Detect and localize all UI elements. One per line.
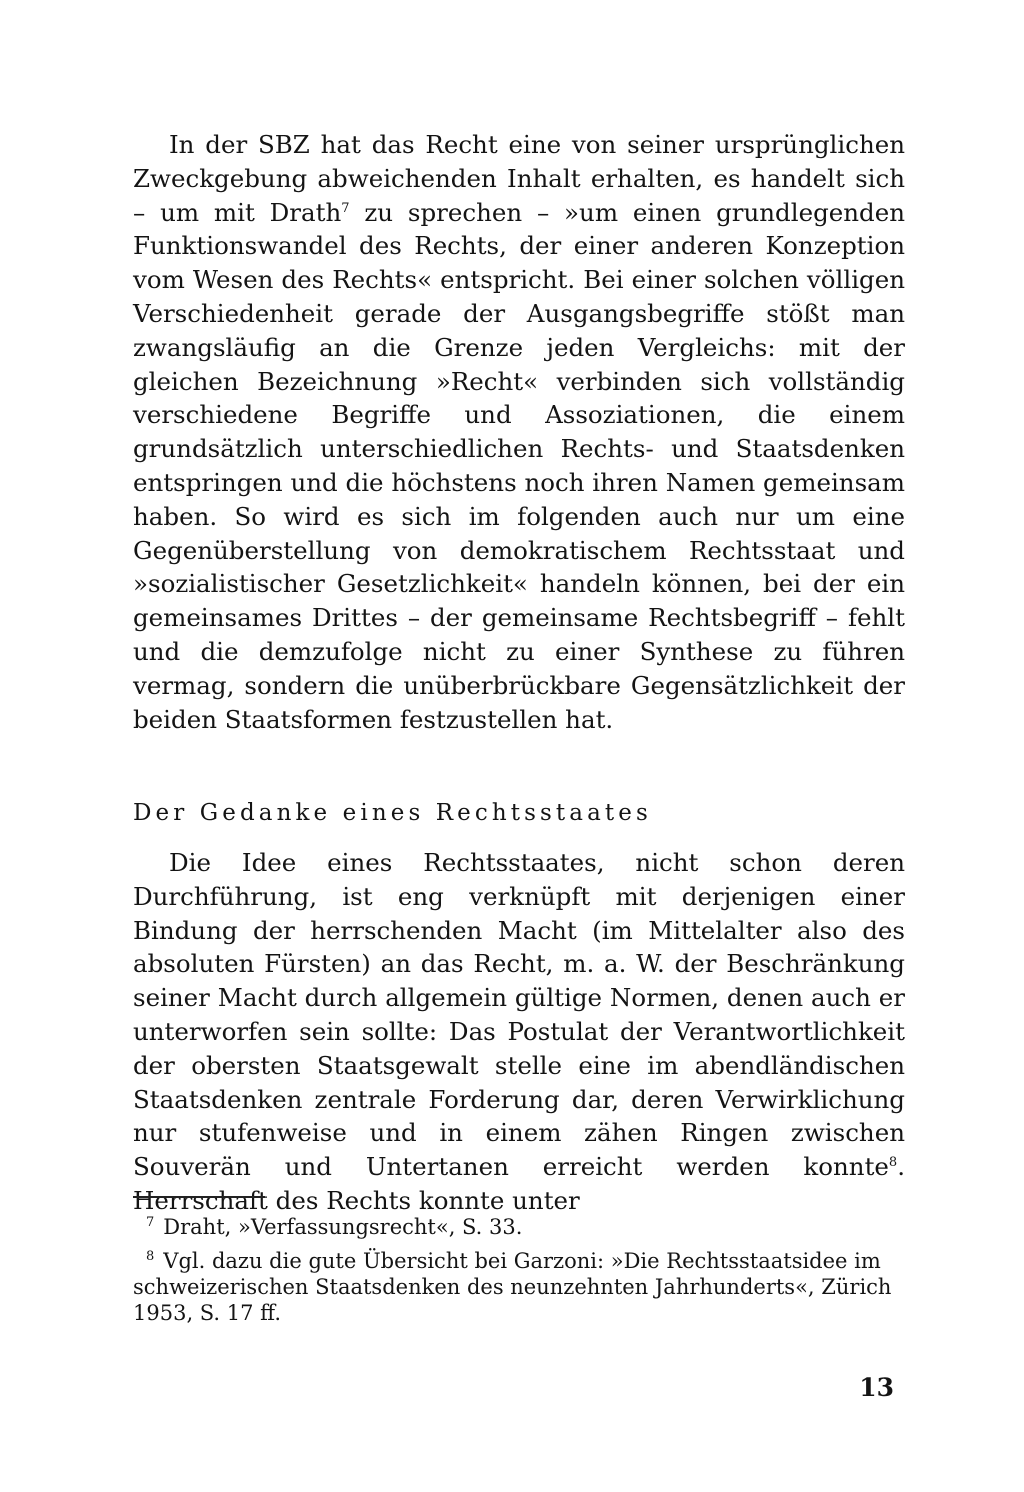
footnote-reference: 7 [341, 200, 350, 216]
footnote-number: 8 [146, 1249, 155, 1264]
paragraph-text: Die Idee eines Rechtsstaates, nicht schon deren Durchführung, ist eng verknüpft mit derjenigen einer Bindung der herrschenden Macht (im Mittelalter also des absoluten Fürsten) an das Recht, m. a. W. der Beschränkung seiner Macht durch allgemein gültige Normen, denen auch er unterworfen sein sollte: Das Postulat der Verantwortlichkeit der obersten Staatsgewalt stelle eine im abendländischen Staatsdenken zentrale Forderung dar, deren Verwirklichung nur stufenweise und in einem zähen Ringen zwischen Souverän und Untertanen erreicht werden konnte [133, 848, 905, 1182]
paragraph-text: In der SBZ hat das Recht eine von seiner ursprünglichen Zweckgebung abweichenden Inhalt erhalten, es handelt sich – um mit Drath [133, 130, 905, 227]
paragraph-text: zu sprechen – »um einen grundlegenden Funktionswandel des Rechts, der einer anderen Konzeption vom Wesen des Rechts« entspricht. Bei einer solchen völligen Verschiedenheit gerade der Ausgangsbegriffe stößt man zwangsläufig an die Grenze jeden Vergleichs: mit der gleichen Bezeichnung »Recht« verbinden sich vollständig verschiedene Begriffe und Assoziationen, die einem grundsätzlich unterschiedlichen Rechts- und Staatsdenken entspringen und die höchstens noch ihren Namen gemeinsam haben. So wird es sich im folgenden auch nur um eine Gegenüberstellung von demokratischem Rechtsstaat und »sozialistischer Gesetzlichkeit« handeln können, bei der ein gemeinsames Drittes – der gemeinsame Rechtsbegriff – fehlt und die demzufolge nicht zu einer Synthese zu führen vermag, sondern die unüberbrückbare Gegensätzlichkeit der beiden Staatsformen festzustellen hat. [133, 197, 906, 734]
paragraph-text: . Herrschaft des Rechts konnte unter [133, 1152, 905, 1215]
footnote-separator [133, 1196, 265, 1198]
footnote-number: 7 [146, 1215, 155, 1230]
footnotes [133, 1214, 905, 1334]
footnote-text: Draht, »Verfassungsrecht«, S. 33. [163, 1215, 523, 1239]
footnote [133, 1248, 905, 1326]
page-number: 13 [859, 1373, 894, 1402]
section-heading: Der Gedanke eines Rechtsstaates [133, 800, 652, 826]
footnote-reference: 8 [888, 1155, 898, 1171]
body-paragraph [133, 128, 905, 736]
body-paragraph [133, 846, 905, 1218]
footnote [133, 1214, 905, 1240]
footnote-text: Vgl. dazu die gute Übersicht bei Garzoni: »Die Rechtsstaatsidee im schweizerischen Staatsdenken des neunzehnten Jahrhunderts«, Zürich 1953, S. 17 ff. [133, 1249, 892, 1325]
